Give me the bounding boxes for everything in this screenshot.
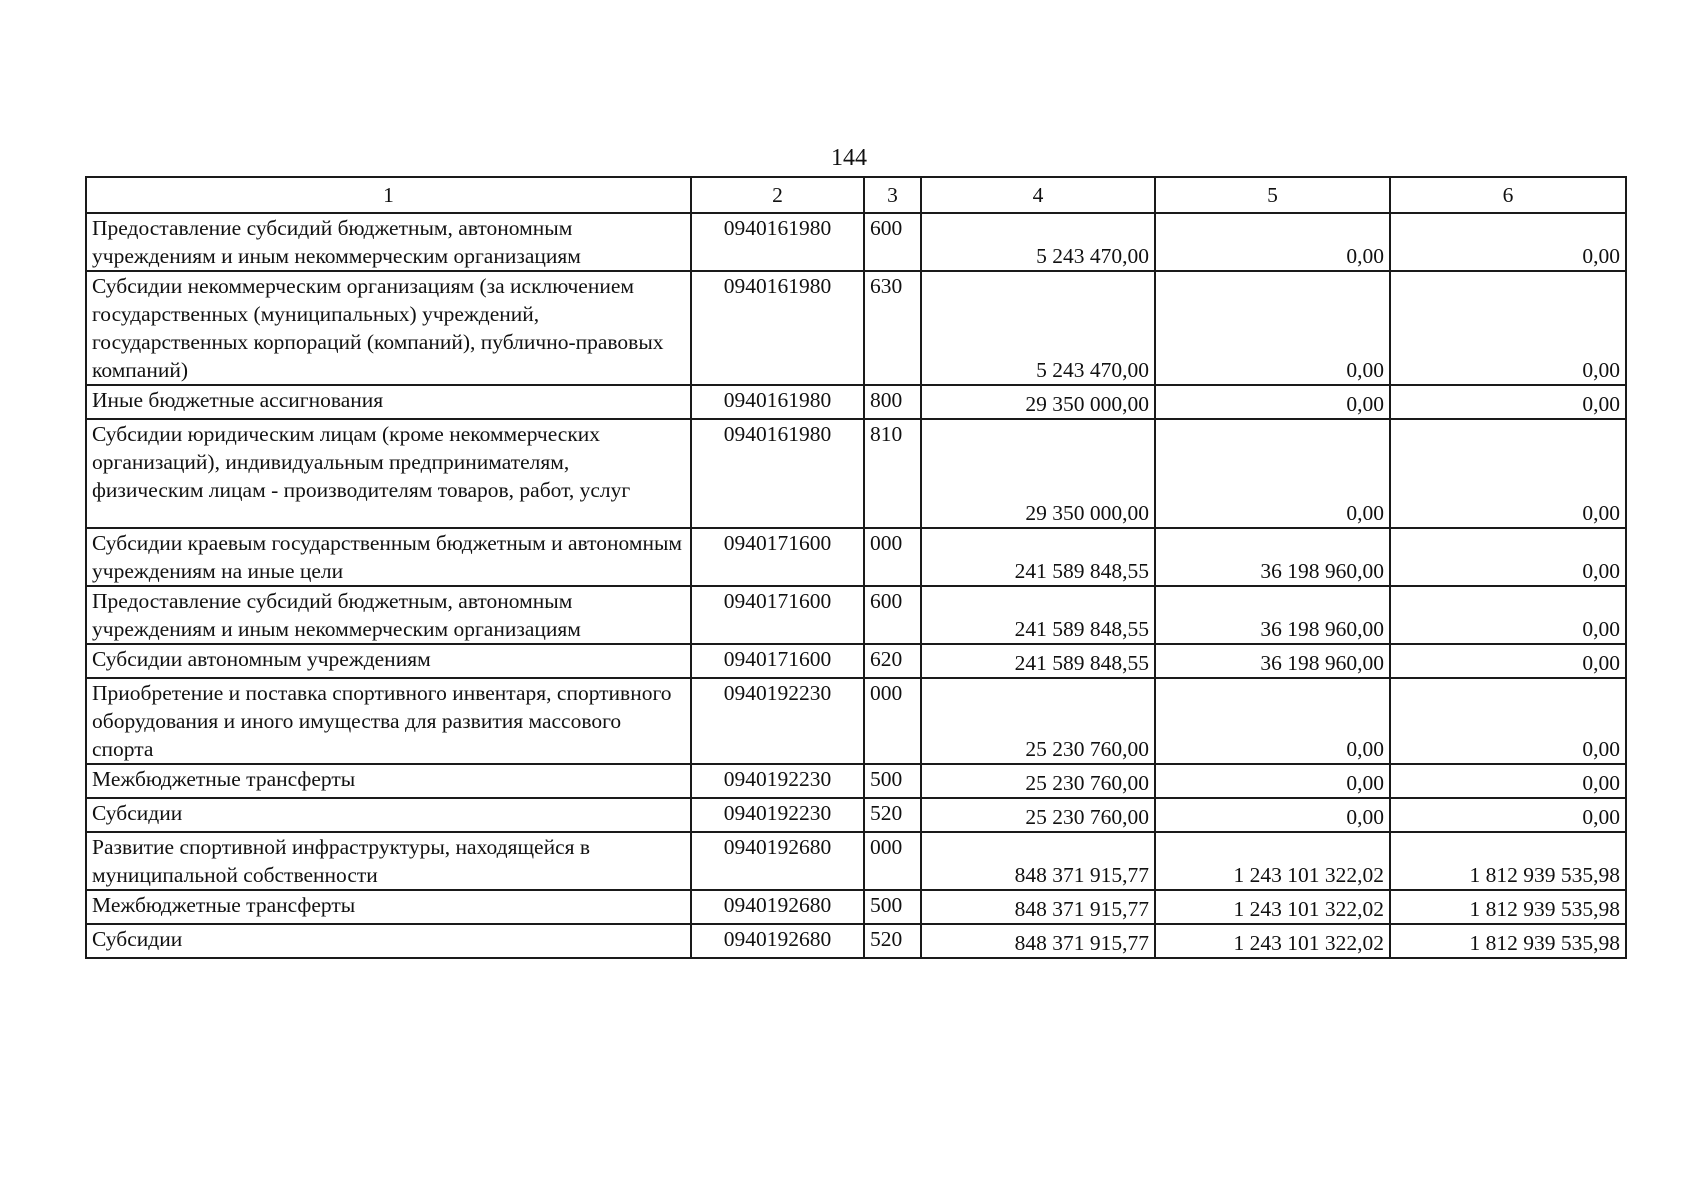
row-code-cell: 0940192230 [691,678,864,764]
column-header-5: 5 [1155,177,1390,213]
row-amount-col6: 0,00 [1390,644,1626,678]
row-kvr-cell: 000 [864,678,921,764]
column-header-1: 1 [86,177,691,213]
row-amount-col6: 1 812 939 535,98 [1390,890,1626,924]
row-amount-col5: 0,00 [1155,271,1390,385]
row-name-cell: Межбюджетные трансферты [86,764,691,798]
row-kvr-cell: 500 [864,764,921,798]
table-row [86,678,1626,764]
row-amount-col5: 0,00 [1155,419,1390,528]
row-amount-col4: 5 243 470,00 [921,213,1155,271]
column-header-4: 4 [921,177,1155,213]
row-amount-col4: 848 371 915,77 [921,832,1155,890]
row-amount-col6: 0,00 [1390,586,1626,644]
budget-table [85,176,1627,959]
row-code-cell: 0940171600 [691,586,864,644]
row-code-cell: 0940171600 [691,644,864,678]
table-header-row [86,177,1626,213]
row-amount-col5: 36 198 960,00 [1155,528,1390,586]
table-body [86,177,1626,958]
row-kvr-cell: 600 [864,213,921,271]
row-code-cell: 0940192680 [691,890,864,924]
row-kvr-cell: 630 [864,271,921,385]
column-header-6: 6 [1390,177,1626,213]
row-amount-col4: 5 243 470,00 [921,271,1155,385]
row-amount-col4: 848 371 915,77 [921,924,1155,958]
row-name-cell: Субсидии [86,924,691,958]
row-amount-col4: 241 589 848,55 [921,528,1155,586]
row-amount-col6: 0,00 [1390,271,1626,385]
row-amount-col4: 29 350 000,00 [921,385,1155,419]
row-name-cell: Субсидии юридическим лицам (кроме некоммерческих организаций), индивидуальным предпринимателям, физическим лицам - производителям товаров, работ, услуг [86,419,691,528]
row-name-cell: Иные бюджетные ассигнования [86,385,691,419]
row-kvr-cell: 800 [864,385,921,419]
row-name-cell: Субсидии некоммерческим организациям (за исключением государственных (муниципальных) учреждений, государственных корпораций (компаний), публично-правовых компаний) [86,271,691,385]
column-header-3: 3 [864,177,921,213]
column-header-2: 2 [691,177,864,213]
row-code-cell: 0940171600 [691,528,864,586]
row-amount-col6: 0,00 [1390,798,1626,832]
row-kvr-cell: 600 [864,586,921,644]
row-code-cell: 0940192680 [691,924,864,958]
row-amount-col5: 1 243 101 322,02 [1155,890,1390,924]
table-row [86,644,1626,678]
table-row [86,798,1626,832]
row-amount-col6: 1 812 939 535,98 [1390,924,1626,958]
row-kvr-cell: 000 [864,832,921,890]
row-kvr-cell: 520 [864,798,921,832]
table-row [86,213,1626,271]
table-row [86,764,1626,798]
row-kvr-cell: 810 [864,419,921,528]
row-amount-col4: 25 230 760,00 [921,678,1155,764]
table-row [86,924,1626,958]
row-kvr-cell: 620 [864,644,921,678]
row-amount-col6: 0,00 [1390,764,1626,798]
page-number: 144 [831,145,867,171]
row-code-cell: 0940192680 [691,832,864,890]
row-code-cell: 0940192230 [691,764,864,798]
row-name-cell: Предоставление субсидий бюджетным, автономным учреждениям и иным некоммерческим организациям [86,586,691,644]
row-amount-col6: 0,00 [1390,213,1626,271]
table-row [86,419,1626,528]
row-amount-col6: 0,00 [1390,528,1626,586]
row-code-cell: 0940161980 [691,213,864,271]
row-amount-col6: 1 812 939 535,98 [1390,832,1626,890]
row-name-cell: Субсидии краевым государственным бюджетным и автономным учреждениям на иные цели [86,528,691,586]
row-kvr-cell: 500 [864,890,921,924]
row-amount-col5: 0,00 [1155,213,1390,271]
row-amount-col4: 25 230 760,00 [921,798,1155,832]
row-name-cell: Субсидии автономным учреждениям [86,644,691,678]
row-code-cell: 0940192230 [691,798,864,832]
table-row [86,385,1626,419]
row-kvr-cell: 520 [864,924,921,958]
row-amount-col5: 0,00 [1155,678,1390,764]
row-kvr-cell: 000 [864,528,921,586]
row-name-cell: Межбюджетные трансферты [86,890,691,924]
row-amount-col5: 36 198 960,00 [1155,644,1390,678]
row-amount-col5: 0,00 [1155,798,1390,832]
row-amount-col5: 36 198 960,00 [1155,586,1390,644]
row-amount-col5: 0,00 [1155,764,1390,798]
row-amount-col6: 0,00 [1390,385,1626,419]
row-amount-col5: 1 243 101 322,02 [1155,832,1390,890]
table-row [86,586,1626,644]
row-amount-col4: 29 350 000,00 [921,419,1155,528]
table-row [86,528,1626,586]
row-amount-col6: 0,00 [1390,419,1626,528]
row-amount-col5: 0,00 [1155,385,1390,419]
row-name-cell: Субсидии [86,798,691,832]
row-name-cell: Развитие спортивной инфраструктуры, находящейся в муниципальной собственности [86,832,691,890]
row-amount-col4: 241 589 848,55 [921,586,1155,644]
row-amount-col4: 848 371 915,77 [921,890,1155,924]
row-amount-col4: 241 589 848,55 [921,644,1155,678]
table-row [86,271,1626,385]
row-code-cell: 0940161980 [691,385,864,419]
row-code-cell: 0940161980 [691,419,864,528]
row-name-cell: Предоставление субсидий бюджетным, автономным учреждениям и иным некоммерческим организациям [86,213,691,271]
table-row [86,832,1626,890]
table-row [86,890,1626,924]
row-name-cell: Приобретение и поставка спортивного инвентаря, спортивного оборудования и иного имущества для развития массового спорта [86,678,691,764]
row-amount-col4: 25 230 760,00 [921,764,1155,798]
row-amount-col6: 0,00 [1390,678,1626,764]
row-code-cell: 0940161980 [691,271,864,385]
row-amount-col5: 1 243 101 322,02 [1155,924,1390,958]
